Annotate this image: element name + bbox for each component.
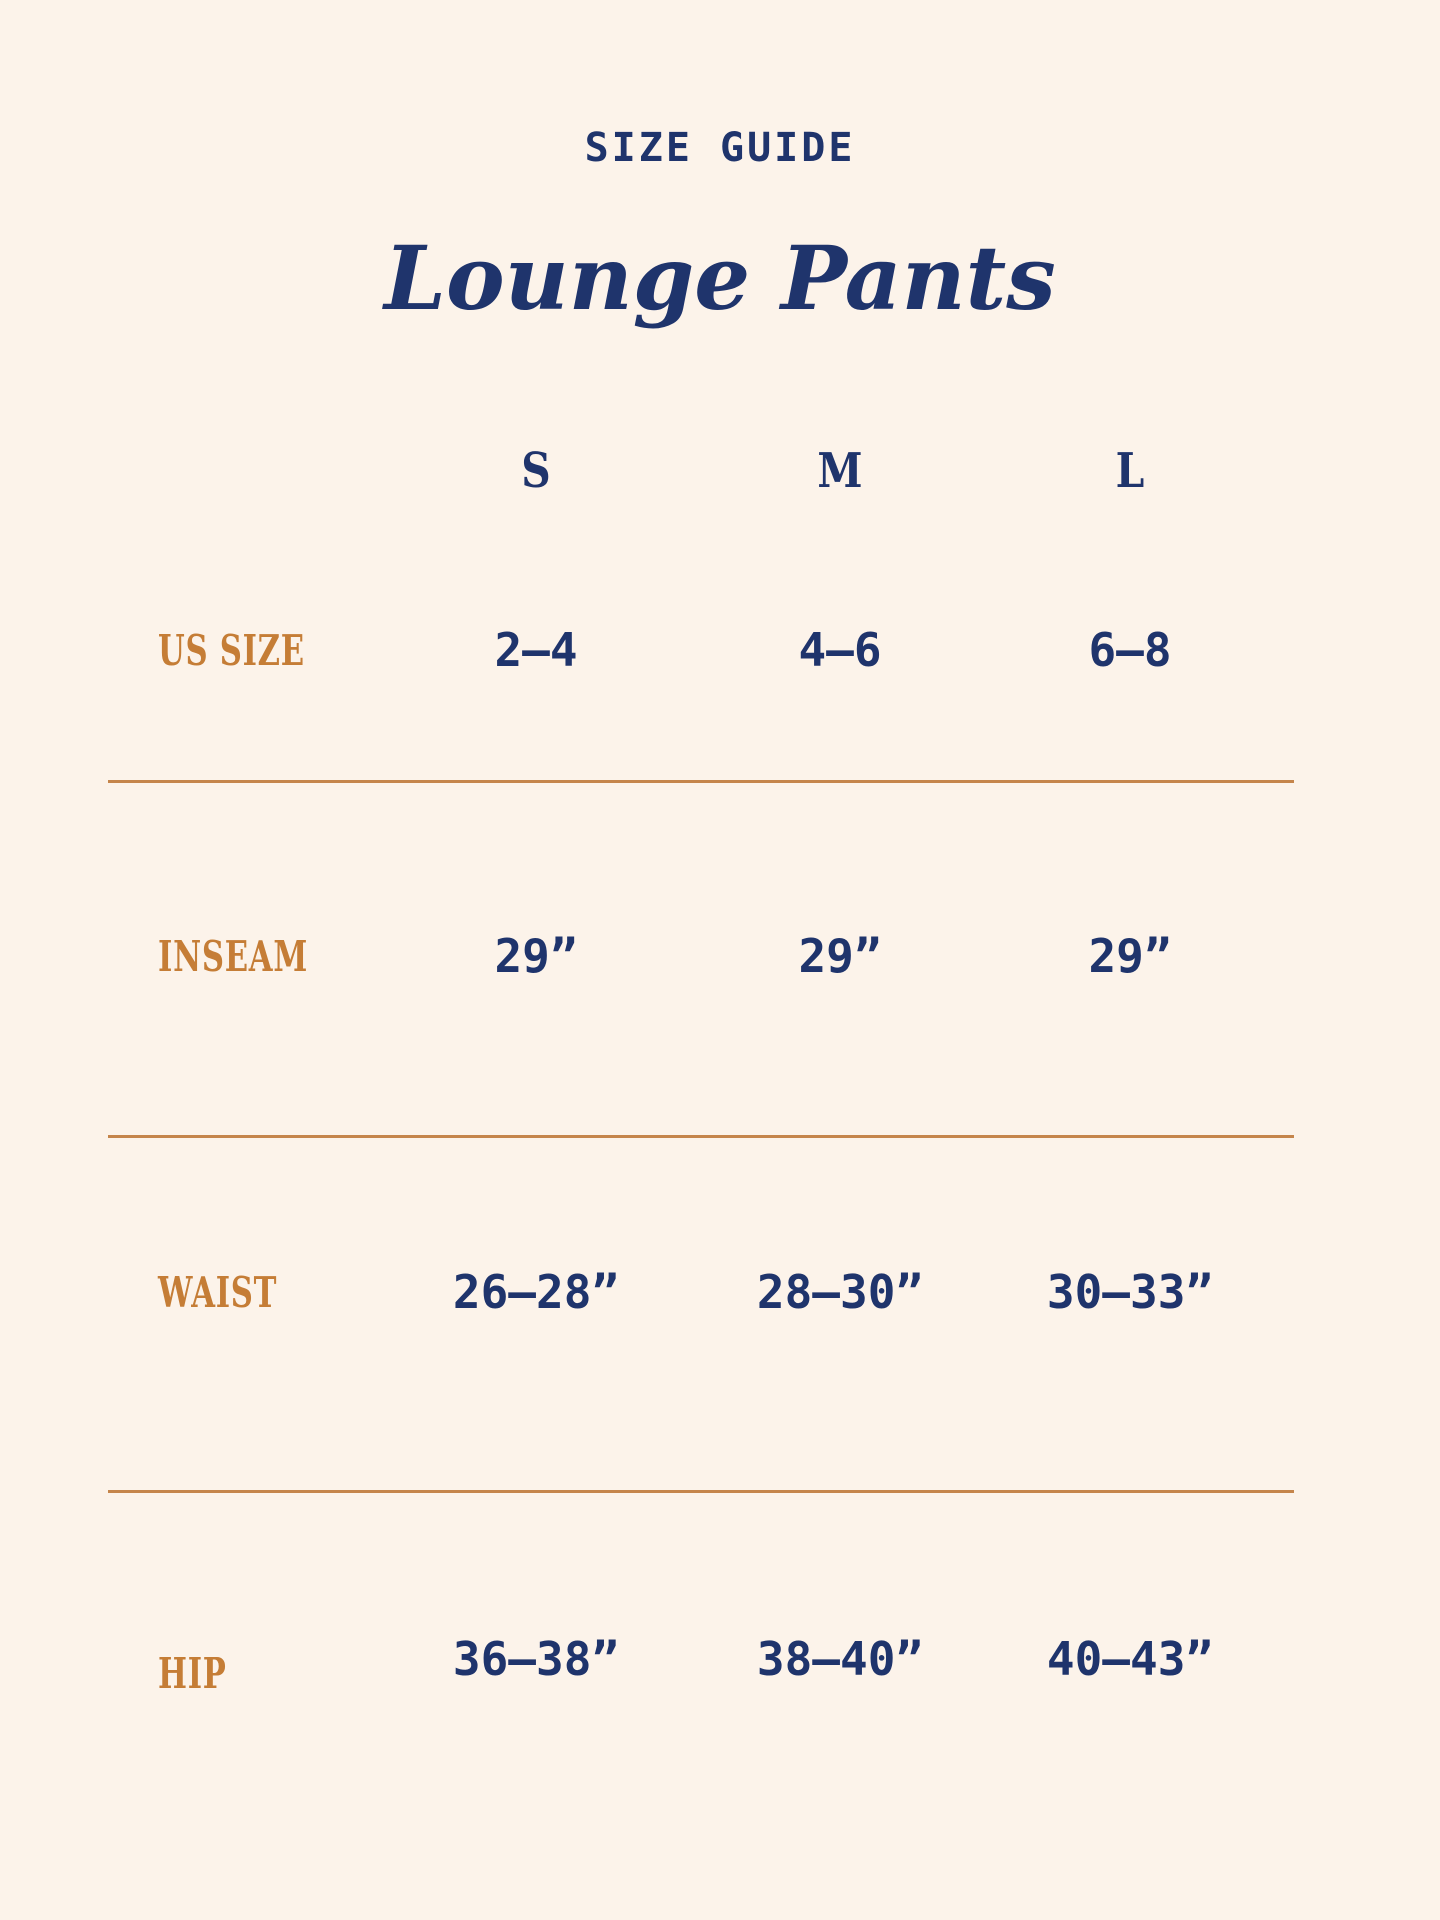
cell-waist-m: 28–30”: [756, 1265, 924, 1319]
cell-us-size-m: 4–6: [798, 623, 882, 677]
cell-us-size-s: 2–4: [494, 623, 578, 677]
cell-us-size-l: 6–8: [1088, 623, 1172, 677]
table-row-us-size: [0, 623, 1440, 697]
cell-hip-s: 36–38”: [452, 1632, 620, 1686]
cell-waist-l: 30–33”: [1046, 1265, 1214, 1319]
page-title: Lounge Pants: [384, 226, 1056, 330]
cell-inseam-s: 29”: [494, 929, 578, 983]
size-header-m: M: [817, 443, 863, 499]
row-label-inseam: INSEAM: [158, 932, 308, 981]
cell-hip-m: 38–40”: [756, 1632, 924, 1686]
row-divider: [108, 1135, 1294, 1138]
row-label-hip: HIP: [158, 1649, 227, 1698]
size-guide-eyebrow: SIZE GUIDE: [584, 125, 856, 171]
table-row-inseam: [0, 929, 1440, 1003]
size-header-l: L: [1115, 443, 1145, 499]
cell-inseam-m: 29”: [798, 929, 882, 983]
row-label-us-size: US SIZE: [158, 626, 305, 675]
size-header-row: [0, 443, 1440, 507]
table-row-hip: [0, 1632, 1440, 1706]
cell-inseam-l: 29”: [1088, 929, 1172, 983]
cell-waist-s: 26–28”: [452, 1265, 620, 1319]
row-divider: [108, 780, 1294, 783]
row-divider: [108, 1490, 1294, 1493]
table-row-waist: [0, 1265, 1440, 1339]
cell-hip-l: 40–43”: [1046, 1632, 1214, 1686]
size-header-s: S: [521, 443, 551, 499]
row-label-waist: WAIST: [158, 1268, 278, 1317]
